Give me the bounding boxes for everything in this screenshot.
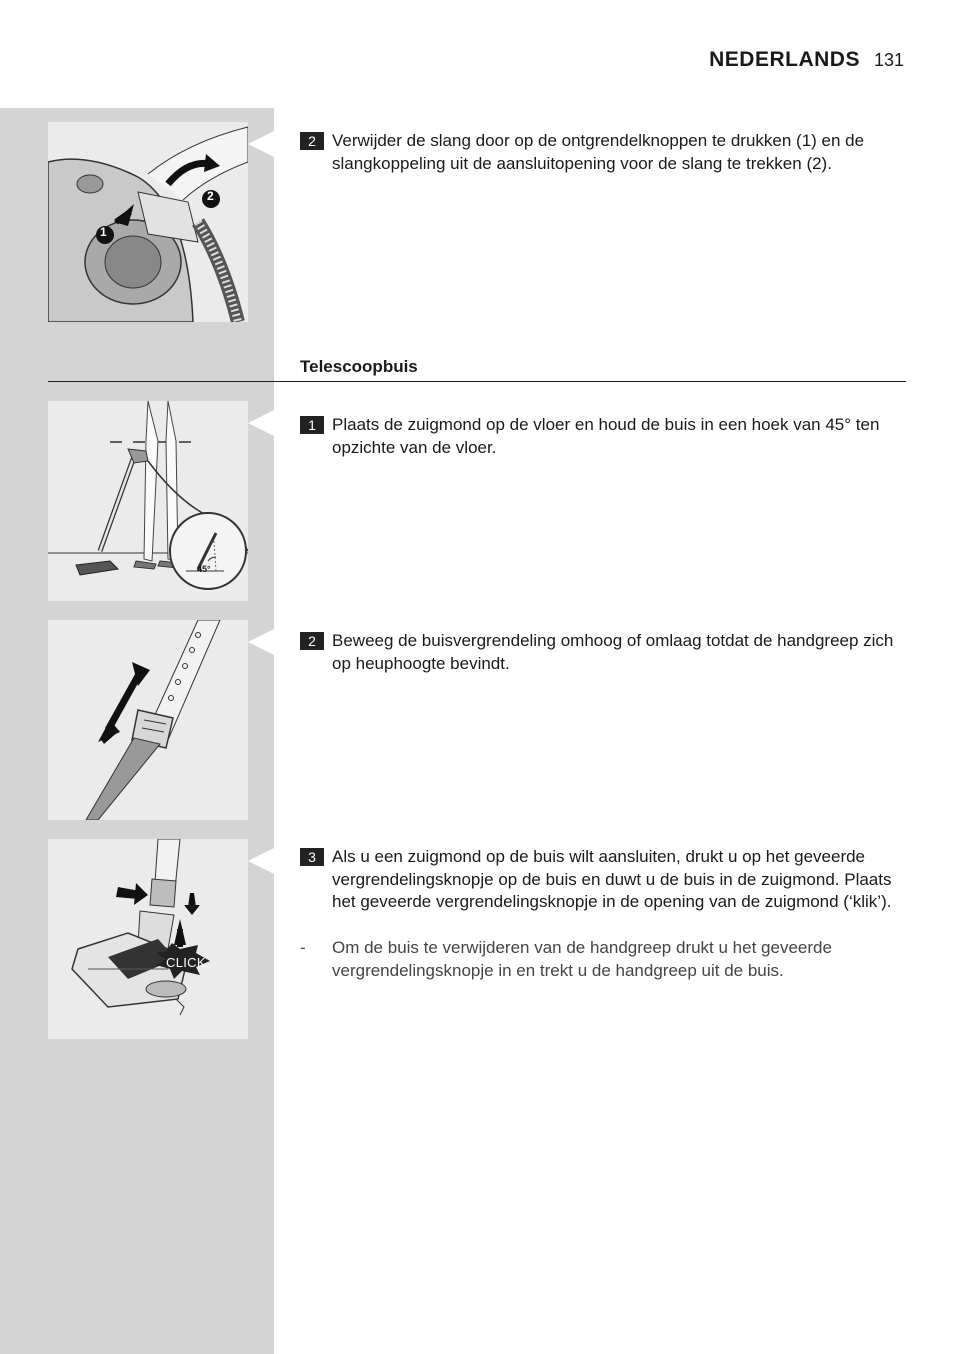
figure-tube-adjust — [48, 620, 248, 820]
step-text: Plaats de zuigmond op de vloer en houd de buis in een hoek van 45° ten opzichte van de vloer. — [332, 415, 880, 457]
callout-1: 1 — [100, 225, 107, 239]
angle-label: 45° — [197, 564, 211, 574]
step-remove-hose — [300, 130, 906, 175]
figure-hose-removal — [48, 122, 248, 322]
language-title: NEDERLANDS — [709, 48, 860, 71]
step-number: 2 — [300, 632, 324, 650]
click-label: CLICK — [166, 955, 206, 970]
step-text: Als u een zuigmond op de buis wilt aansluiten, drukt u op het geveerde vergrendelingsknopje op de buis en duwt u de buis in de zuigmond. Plaats het geveerde vergrendelingsknopje in de opening van de zuigmond (‘klik’). — [332, 847, 892, 911]
figure-pointer — [248, 629, 274, 655]
step-text: Beweeg de buisvergrendeling omhoog of omlaag totdat de handgreep zich op heuphoogte bevindt. — [332, 631, 894, 673]
step-number: 2 — [300, 132, 324, 150]
section-divider — [48, 381, 906, 382]
bullet-dash: - — [300, 938, 306, 957]
tip-text: Om de buis te verwijderen van de handgreep drukt u het geveerde vergrendelingsknopje in en trekt u de handgreep uit de buis. — [332, 938, 832, 980]
page-header — [709, 48, 904, 72]
section-title: Telescoopbuis — [300, 357, 418, 376]
figure-attach-nozzle — [48, 839, 248, 1039]
step-angle — [300, 414, 906, 459]
callout-2: 2 — [207, 189, 214, 203]
step-text: Verwijder de slang door op de ontgrendelknoppen te drukken (1) en de slangkoppeling uit de aansluitopening voor de slang te trekken (2). — [332, 131, 865, 173]
step-adjust-height — [300, 630, 906, 675]
step-attach-nozzle — [300, 846, 906, 914]
figure-pointer — [248, 848, 274, 874]
step-number: 3 — [300, 848, 324, 866]
figure-tube-angle — [48, 401, 248, 601]
figure-pointer — [248, 410, 274, 436]
page-number: 131 — [873, 50, 904, 70]
figure-pointer — [248, 131, 274, 157]
step-number: 1 — [300, 416, 324, 434]
tip-remove-tube — [300, 937, 906, 982]
